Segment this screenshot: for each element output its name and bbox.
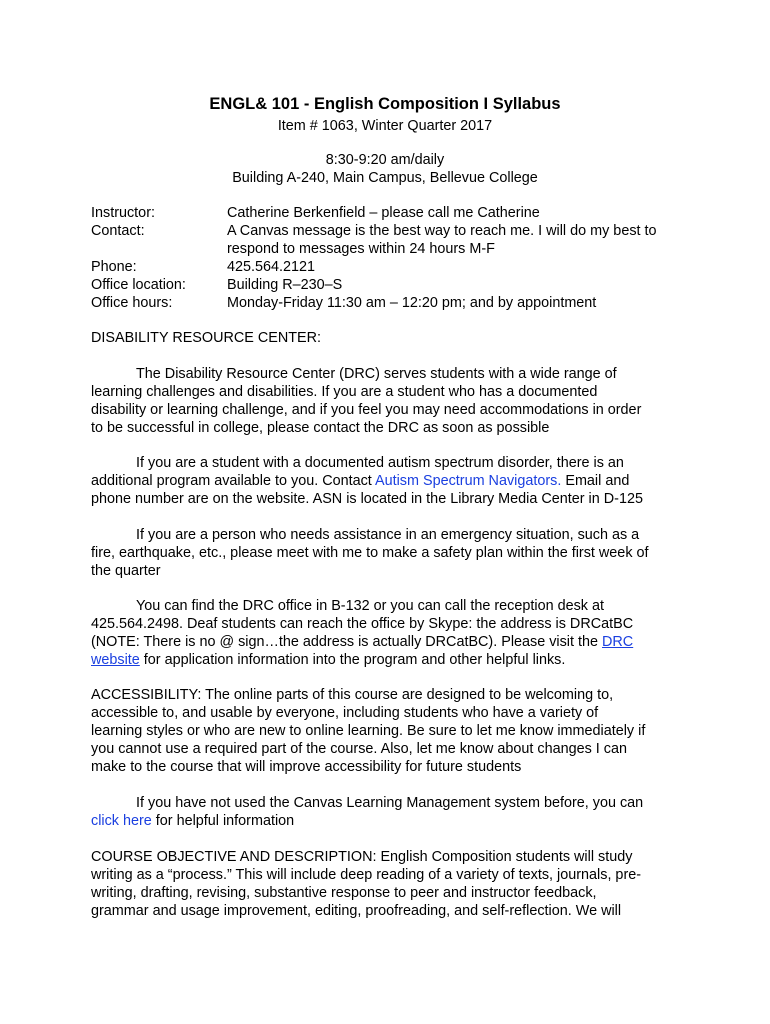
drc-p1-line-1: The Disability Resource Center (DRC) serves students with a wide range of xyxy=(136,366,617,382)
drc-p4-line-1: You can find the DRC office in B-132 or you can call the reception desk at xyxy=(136,598,604,614)
item-line: Item # 1063, Winter Quarter 2017 xyxy=(277,118,493,134)
course-objective-line-1: COURSE OBJECTIVE AND DESCRIPTION: English Composition students will study xyxy=(91,849,633,865)
location-line: Building A-240, Main Campus, Bellevue College xyxy=(232,170,538,186)
phone-label: Phone: xyxy=(91,259,137,275)
canvas-line-2 xyxy=(91,812,691,830)
phone-row xyxy=(91,258,691,276)
drc-p2-text: additional program available to you. Contact xyxy=(91,473,375,489)
office-hours-value: Monday-Friday 11:30 am – 12:20 pm; and by appointment xyxy=(227,295,597,311)
drc-p1-line-4: to be successful in college, please contact the DRC as soon as possible xyxy=(91,420,550,436)
click-here-link[interactable]: click here xyxy=(91,813,152,829)
autism-spectrum-navigators-link[interactable]: Autism Spectrum Navigators. xyxy=(375,473,562,489)
office-hours-row xyxy=(91,294,691,312)
drc-paragraph-2 xyxy=(91,454,691,508)
course-objective-line-2: writing as a “process.” This will include deep reading of a variety of texts, journals, pre- xyxy=(91,867,642,883)
course-objective-line-4: grammar and usage improvement, editing, proofreading, and self-reflection. We will xyxy=(91,903,622,919)
drc-p3-line-3: the quarter xyxy=(91,563,161,579)
drc-p3-line-2: fire, earthquake, etc., please meet with me to make a safety plan within the first week of xyxy=(91,545,649,561)
drc-p4-line-4 xyxy=(91,651,691,669)
drc-website-link-part-1[interactable]: DRC xyxy=(602,634,634,650)
course-objective-line-3: writing, drafting, revising, substantive response to peer and instructor feedback, xyxy=(91,885,597,901)
drc-p4-text-after: for application information into the program and other helpful links. xyxy=(139,652,566,668)
contact-value-line-2: respond to messages within 24 hours M-F xyxy=(227,241,495,257)
accessibility-line-2: accessible to, and usable by everyone, including students who have a variety of xyxy=(91,705,599,721)
drc-p2-line-2 xyxy=(91,472,691,490)
drc-p1-line-3: disability or learning challenge, and if you feel you may need accommodations in order xyxy=(91,402,642,418)
canvas-line-1: If you have not used the Canvas Learning Management system before, you can xyxy=(136,795,644,811)
instructor-label: Instructor: xyxy=(91,205,155,221)
drc-paragraph-1 xyxy=(91,365,691,437)
phone-value: 425.564.2121 xyxy=(227,259,316,275)
drc-heading: DISABILITY RESOURCE CENTER: xyxy=(91,330,322,346)
accessibility-paragraph xyxy=(91,686,691,776)
drc-p3-line-1: If you are a person who needs assistance in an emergency situation, such as a xyxy=(136,527,640,543)
accessibility-line-1: ACCESSIBILITY: The online parts of this course are designed to be welcoming to, xyxy=(91,687,614,703)
office-hours-label: Office hours: xyxy=(91,295,173,311)
instructor-info xyxy=(91,204,691,312)
instructor-row xyxy=(91,204,691,222)
accessibility-line-3: learning styles or who are new to online learning. Be sure to let me know immediately if xyxy=(91,723,646,739)
contact-label: Contact: xyxy=(91,223,145,239)
drc-p2-line-1: If you are a student with a documented autism spectrum disorder, there is an xyxy=(136,455,624,471)
contact-row xyxy=(91,222,691,258)
accessibility-line-5: make to the course that will improve accessibility for future students xyxy=(91,759,522,775)
office-location-value: Building R–230–S xyxy=(227,277,343,293)
canvas-text-after: for helpful information xyxy=(151,813,295,829)
contact-value xyxy=(227,222,691,258)
time-line: 8:30-9:20 am/daily xyxy=(325,152,445,168)
office-location-row xyxy=(91,276,691,294)
drc-website-link-part-2[interactable]: website xyxy=(91,652,140,668)
page-title: ENGL& 101 - English Composition I Syllabus xyxy=(209,95,561,113)
instructor-value: Catherine Berkenfield – please call me Catherine xyxy=(227,205,540,221)
course-objective-paragraph xyxy=(91,848,691,920)
drc-p1-line-2: learning challenges and disabilities. If you are a student who has a documented xyxy=(91,384,598,400)
drc-paragraph-4 xyxy=(91,597,691,669)
drc-p4-text: (NOTE: There is no @ sign…the address is actually DRCatBC). Please visit the xyxy=(91,634,603,650)
canvas-paragraph xyxy=(91,794,691,830)
office-location-label: Office location: xyxy=(91,277,186,293)
accessibility-line-4: you cannot use a required part of the course. Also, let me know about changes I can xyxy=(91,741,627,757)
drc-p2-text-after: Email and xyxy=(561,473,630,489)
drc-p2-line-3: phone number are on the website. ASN is located in the Library Media Center in D-125 xyxy=(91,491,643,507)
contact-value-line-1: A Canvas message is the best way to reach me. I will do my best to xyxy=(227,223,657,239)
drc-p4-line-3 xyxy=(91,633,691,651)
drc-paragraph-3 xyxy=(91,526,691,580)
drc-p4-line-2: 425.564.2498. Deaf students can reach the office by Skype: the address is DRCatBC xyxy=(91,616,634,632)
